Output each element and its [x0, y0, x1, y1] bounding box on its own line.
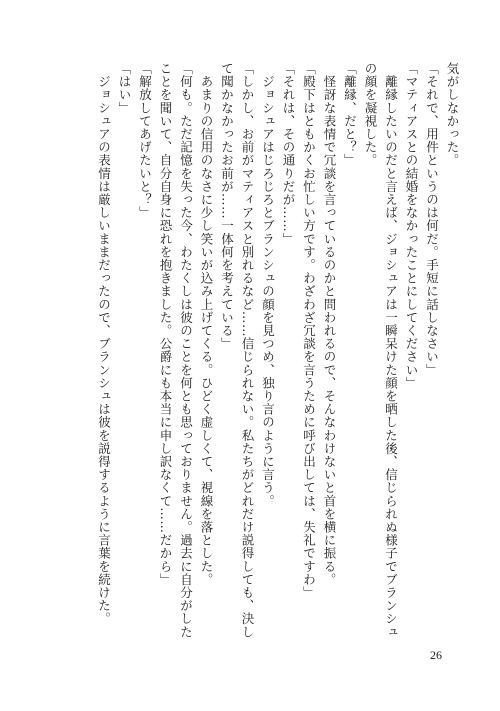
text-line: 「はい」	[117, 62, 132, 115]
text-line: 「解放してあげたいと？」	[137, 62, 153, 220]
text-line: 「それは、その通りだが……」	[281, 62, 296, 246]
text-line: ことを聞いて、自分自身に恐れを抱きました。公爵にも本当に申し訳なくて……だから」	[158, 62, 173, 586]
text-line: 「しかし、お前がマティアスと別れるなど……信じられない。私たちがどれだけ説得しても、決し	[240, 62, 255, 639]
text-line: あまりの信用のなさに少し笑いが込み上げてくる。ひどく虚しくて、視線を落とした。	[199, 62, 214, 586]
text-line: 「それで、用件というのは何だ。手短に話しなさい」	[424, 62, 440, 377]
vertical-text-body	[32, 62, 462, 639]
text-line: の顔を凝視した。	[363, 62, 378, 167]
text-line: て聞かなかったお前が……一体何を考えている」	[219, 62, 235, 351]
text-line: ジョシュアはじろじろとブランシュの顔を見つめ、独り言のように言う。	[260, 62, 276, 508]
text-line: 「マティアスとの結婚をなかったことにしてください」	[404, 62, 419, 390]
text-line: 離縁したいのだと言えば、ジョシュアは一瞬呆けた顔を晒した後、信じられぬ様子でブランシュ	[383, 62, 399, 639]
text-line: 気がしなかった。	[445, 62, 460, 167]
text-line: 怪訝な表情で冗談を言っているのかと問われるので、そんなわけないと首を横に振る。	[322, 62, 337, 586]
page-number: 26	[430, 648, 442, 662]
text-line: 「離縁、だと？」	[342, 62, 358, 167]
text-line: 「殿下はともかくお忙しい方です。わざわざ冗談を言うために呼び出しては、失礼ですわ」	[301, 62, 317, 600]
text-line: ジョシュアの表情は厳しいままだったので、ブランシュは彼を説得するように言葉を続けた。	[96, 62, 112, 626]
text-line: 「何も。ただ記憶を失った今、わたくしは彼のことを何とも思っておりません。過去に自分がした	[178, 62, 194, 639]
